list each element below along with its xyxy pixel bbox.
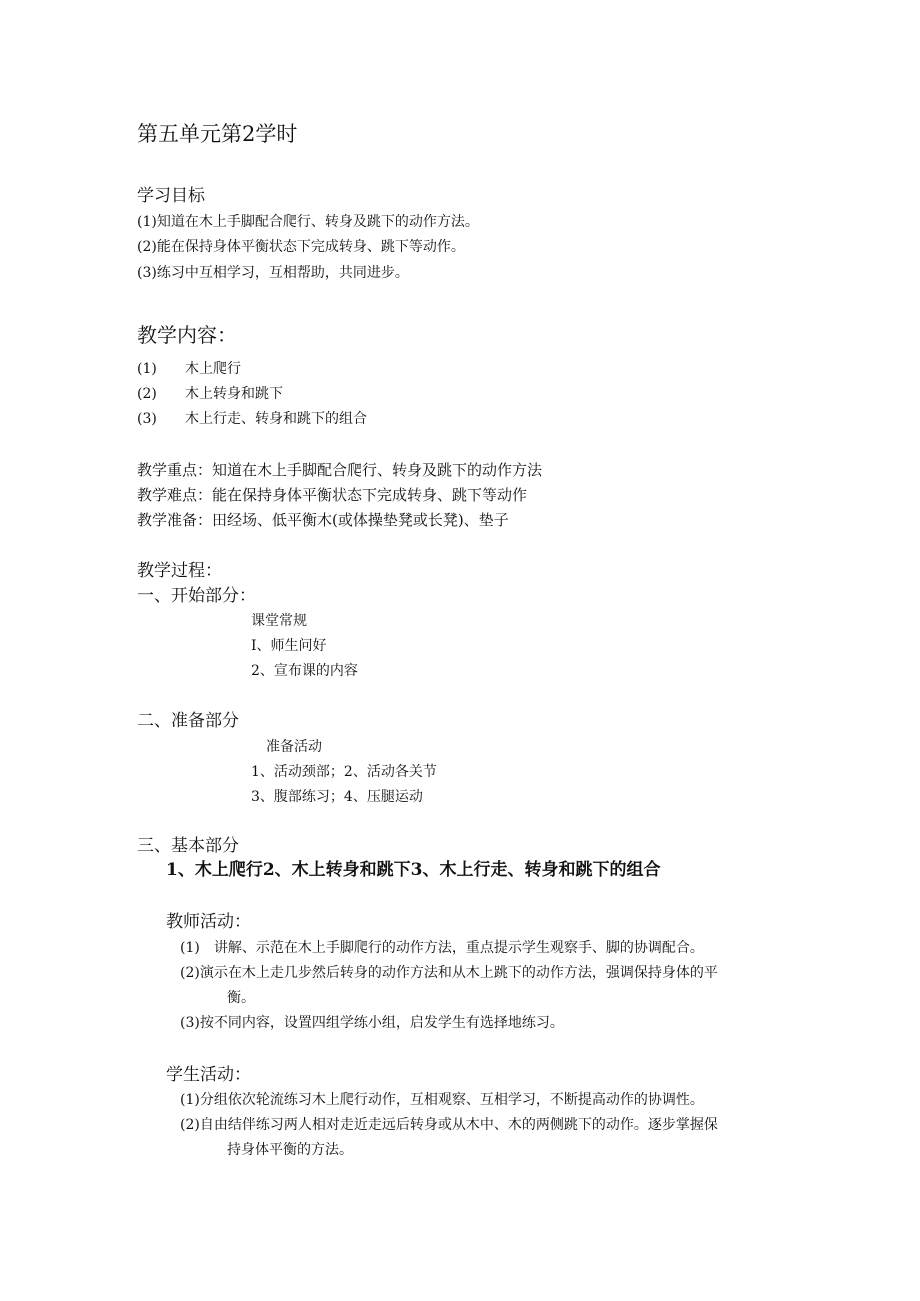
key-point-preparation: 教学准备：田经场、低平衡木(或体操垫凳或长凳)、垫子 — [137, 511, 509, 529]
content-item-2-text: 木上转身和跳下 — [185, 386, 283, 402]
objectives-heading: 学习目标 — [137, 186, 205, 206]
part2-heading: 二、准备部分 — [137, 711, 239, 731]
part2-item-3: 3、腹部练习；4、压腿运动 — [251, 789, 423, 805]
student-item-2: (2)自由结伴练习两人相对走近走远后转身或从木中、木的两侧跳下的动作。逐步掌握保 — [180, 1117, 718, 1133]
objective-item-3: (3)练习中互相学习，互相帮助，共同进步。 — [137, 265, 409, 281]
content-item-3 — [137, 412, 367, 426]
student-heading: 学生活动： — [166, 1065, 251, 1085]
content-item-2-num: (2) — [137, 386, 157, 402]
content-item-1-text: 木上爬行 — [185, 361, 241, 377]
part2-item-1: 准备活动 — [266, 739, 322, 755]
part1-item-3: 2、宣布课的内容 — [251, 663, 358, 679]
objective-item-1: (1)知道在木上手脚配合爬行、转身及跳下的动作方法。 — [137, 214, 479, 230]
objective-item-2: (2)能在保持身体平衡状态下完成转身、跳下等动作。 — [137, 239, 465, 255]
part3-heading: 三、基本部分 — [137, 836, 239, 856]
content-item-1 — [137, 362, 241, 376]
part1-item-1: 课堂常规 — [251, 613, 307, 629]
process-heading: 教学过程： — [137, 561, 222, 581]
content-heading: 教学内容： — [137, 323, 237, 347]
teacher-item-3: (3)按不同内容，设置四组学练小组，启发学生有选择地练习。 — [180, 1015, 564, 1031]
content-item-3-num: (3) — [137, 411, 157, 427]
content-item-2 — [137, 387, 283, 401]
key-point-difficulty: 教学难点：能在保持身体平衡状态下完成转身、跳下等动作 — [137, 486, 528, 504]
teacher-heading: 教师活动： — [166, 912, 251, 932]
part1-heading: 一、开始部分： — [137, 586, 256, 606]
part3-subheading: 1、木上爬行2、木上转身和跳下3、木上行走、转身和跳下的组合 — [166, 860, 661, 880]
part1-item-2: I、师生问好 — [251, 638, 327, 654]
student-item-1: (1)分组依次轮流练习木上爬行动作，互相观察、互相学习，不断提高动作的协调性。 — [180, 1092, 704, 1108]
part2-item-2: 1、活动颈部；2、活动各关节 — [251, 764, 437, 780]
content-item-1-num: (1) — [137, 361, 157, 377]
content-item-3-text: 木上行走、转身和跳下的组合 — [185, 411, 367, 427]
teacher-item-2: (2)演示在木上走几步然后转身的动作方法和从木上跳下的动作方法，强调保持身体的平 — [180, 965, 718, 981]
page-title: 第五单元第2学时 — [137, 122, 298, 146]
teacher-item-2-cont: 衡。 — [227, 990, 255, 1006]
key-point-focus: 教学重点：知道在木上手脚配合爬行、转身及跳下的动作方法 — [137, 461, 543, 479]
student-item-2-cont: 持身体平衡的方法。 — [227, 1142, 353, 1158]
teacher-item-1: (1) 讲解、示范在木上手脚爬行的动作方法，重点提示学生观察手、脚的协调配合。 — [180, 940, 704, 956]
